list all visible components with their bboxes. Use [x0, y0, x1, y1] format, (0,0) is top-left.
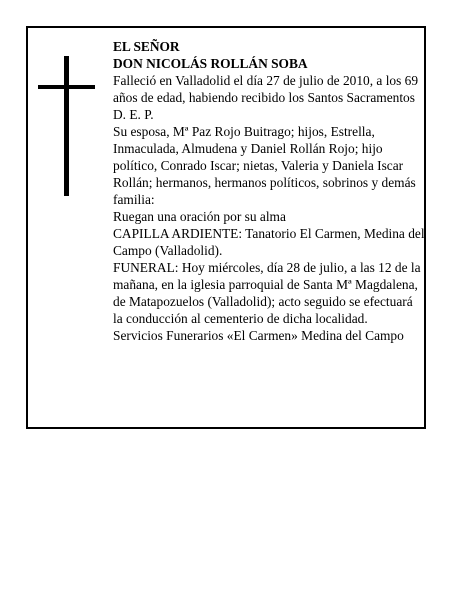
funeral-info: FUNERAL: Hoy miércoles, día 28 de julio, a las 12 de la mañana, en la iglesia parroquial de Santa Mª Magdalena, de Matapozuelos (Valladolid); acto seguido se efectuará la conducción al cementerio de dicha localidad.	[113, 260, 421, 326]
funeral-services: Servicios Funerarios «El Carmen» Medina del Campo	[113, 328, 404, 343]
cross-vertical-bar	[64, 56, 69, 196]
dep-line: D. E. P.	[113, 107, 154, 122]
family-members: Su esposa, Mª Paz Rojo Buitrago; hijos, Estrella, Inmaculada, Almudena y Daniel Rollán Rojo; hijo político, Conrado Iscar; nietas, Valeria y Daniela Iscar Rollán; hermanos, hermanos políticos, sobrinos y demás familia:	[113, 124, 416, 207]
cross-horizontal-bar	[38, 85, 95, 89]
title-line-1: EL SEÑOR	[113, 39, 180, 54]
deceased-name: DON NICOLÁS ROLLÁN SOBA	[113, 56, 308, 71]
obituary-text	[113, 38, 425, 344]
prayer-request: Ruegan una oración por su alma	[113, 209, 286, 224]
death-announcement: Falleció en Valladolid el día 27 de julio de 2010, a los 69 años de edad, habiendo recibido los Santos Sacramentos	[113, 73, 419, 105]
chapel-info: CAPILLA ARDIENTE: Tanatorio El Carmen, Medina del Campo (Valladolid).	[113, 226, 425, 258]
